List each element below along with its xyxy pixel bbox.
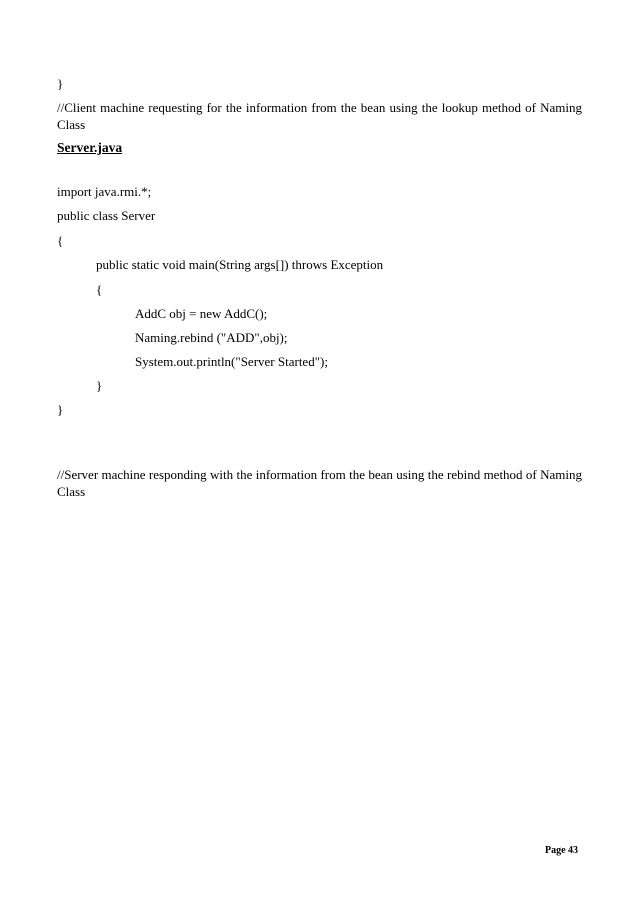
code-line: {	[57, 233, 64, 248]
code-line: AddC obj = new AddC();	[135, 306, 268, 321]
section-heading: Server.java	[57, 140, 123, 155]
code-line: }	[57, 402, 64, 417]
code-line: import java.rmi.*;	[57, 184, 152, 199]
code-line: {	[96, 282, 103, 297]
code-line: Naming.rebind ("ADD",obj);	[135, 330, 288, 345]
page-number: Page 43	[545, 845, 579, 856]
code-line: }	[96, 378, 103, 393]
code-line: System.out.println("Server Started");	[135, 354, 328, 369]
code-line: public class Server	[57, 208, 156, 223]
client-comment: //Client machine requesting for the information from the bean using the lookup method of Naming Class	[57, 100, 582, 132]
code-line: public static void main(String args[]) throws Exception	[96, 257, 384, 272]
closing-brace: }	[57, 76, 64, 91]
server-comment: //Server machine responding with the information from the bean using the rebind method of Naming Class	[57, 467, 582, 499]
